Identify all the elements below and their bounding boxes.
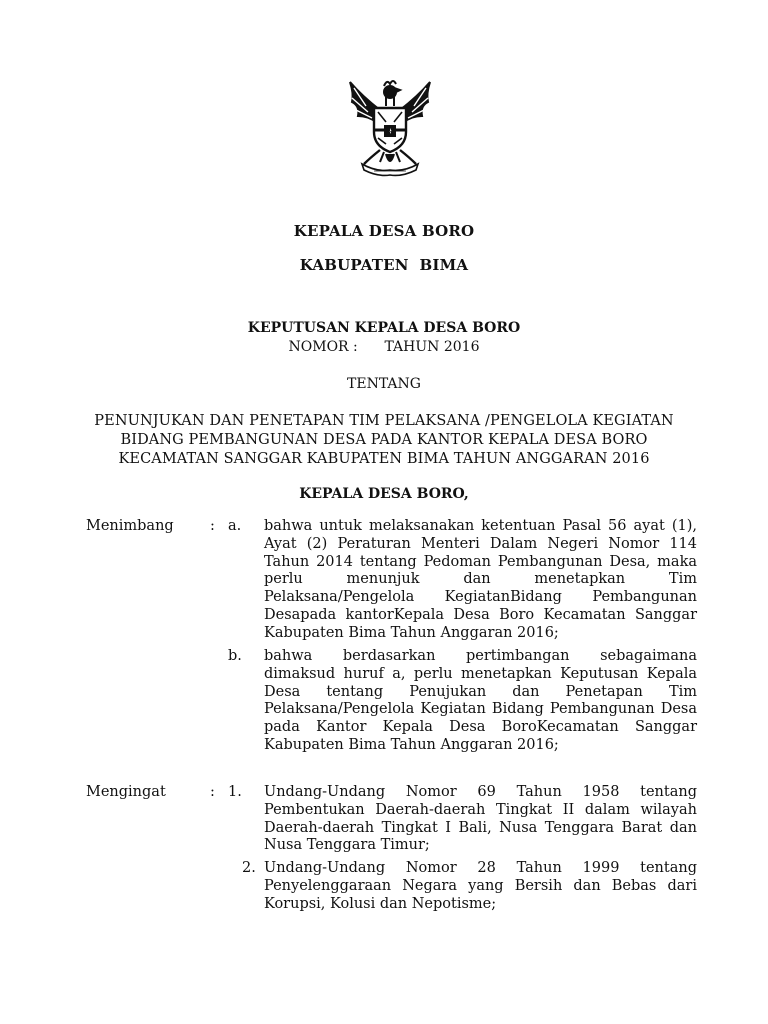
paragraph-line: dimaksud huruf a, perlu menetapkan Keputusan Kepala	[264, 665, 697, 682]
paragraph-line: bahwa berdasarkan pertimbangan sebagaimana	[264, 648, 697, 664]
mengingat-item-1	[264, 784, 697, 855]
subject-line: PENUNJUKAN DAN PENETAPAN TIM PELAKSANA /PENGELOLA KEGIATAN	[94, 413, 674, 429]
issuer-heading: KEPALA DESA BORO,	[299, 486, 469, 502]
paragraph-line: bahwa untuk melaksanakan ketentuan Pasal 56 ayat (1),	[264, 518, 697, 534]
subject-line: BIDANG PEMBANGUNAN DESA PADA KANTOR KEPALA DESA BORO	[120, 432, 648, 448]
item-marker: 1.	[228, 784, 242, 800]
paragraph-line: Penyelenggaraan Negara yang Bersih dan Bebas dari	[264, 877, 697, 894]
paragraph-line: Nusa Tenggara Timur;	[264, 837, 430, 854]
paragraph-line: Ayat (2) Peraturan Menteri Dalam Negeri Nomor 114	[264, 535, 697, 552]
paragraph-line: Desa tentang Penujukan dan Penetapan Tim	[264, 683, 697, 700]
paragraph-line: perlu menunjuk dan menetapkan Tim	[264, 571, 697, 588]
item-marker: b.	[228, 648, 242, 664]
decree-title: KEPUTUSAN KEPALA DESA BORO	[247, 320, 521, 336]
paragraph-line: pada Kantor Kepala Desa BoroKecamatan Sanggar	[264, 719, 697, 736]
paragraph-line: Kabupaten Bima Tahun Anggaran 2016;	[264, 624, 559, 641]
decree-subject	[0, 412, 768, 469]
menimbang-label: Menimbang	[86, 518, 174, 534]
paragraph-line: Korupsi, Kolusi dan Nepotisme;	[264, 895, 497, 912]
paragraph-line: Tahun 2014 tentang Pedoman Pembangunan Desa, maka	[264, 553, 697, 570]
mengingat-label: Mengingat	[86, 784, 166, 800]
mengingat-item-2	[264, 860, 697, 913]
regency-heading: KABUPATEN BIMA	[299, 256, 469, 274]
subject-line: KECAMATAN SANGGAR KABUPATEN BIMA TAHUN ANGGARAN 2016	[118, 451, 650, 467]
paragraph-line: Pembentukan Daerah-daerah Tingkat II dalam wilayah	[264, 801, 697, 818]
paragraph-line: Undang-Undang Nomor 69 Tahun 1958 tentang	[264, 784, 697, 800]
paragraph-line: Desapada kantorKepala Desa Boro Kecamatan Sanggar	[264, 606, 697, 623]
item-marker: 2.	[242, 860, 256, 876]
office-heading: KEPALA DESA BORO	[293, 222, 475, 240]
menimbang-item-b	[264, 648, 697, 755]
paragraph-line: Undang-Undang Nomor 28 Tahun 1999 tentang	[264, 860, 697, 876]
garuda-emblem-icon	[340, 76, 440, 180]
paragraph-line: Daerah-daerah Tingkat I Bali, Nusa Tenggara Barat dan	[264, 819, 697, 836]
menimbang-item-a	[264, 518, 697, 643]
about-label: TENTANG	[347, 376, 421, 392]
paragraph-line: Pelaksana/Pengelola Kegiatan Bidang Pembangunan Desa	[264, 701, 697, 718]
item-marker: a.	[228, 518, 242, 534]
paragraph-line: Kabupaten Bima Tahun Anggaran 2016;	[264, 736, 559, 753]
menimbang-colon: :	[210, 518, 215, 534]
decree-number: NOMOR : TAHUN 2016	[288, 339, 480, 355]
mengingat-colon: :	[210, 784, 215, 800]
paragraph-line: Pelaksana/Pengelola KegiatanBidang Pembangunan	[264, 589, 697, 606]
